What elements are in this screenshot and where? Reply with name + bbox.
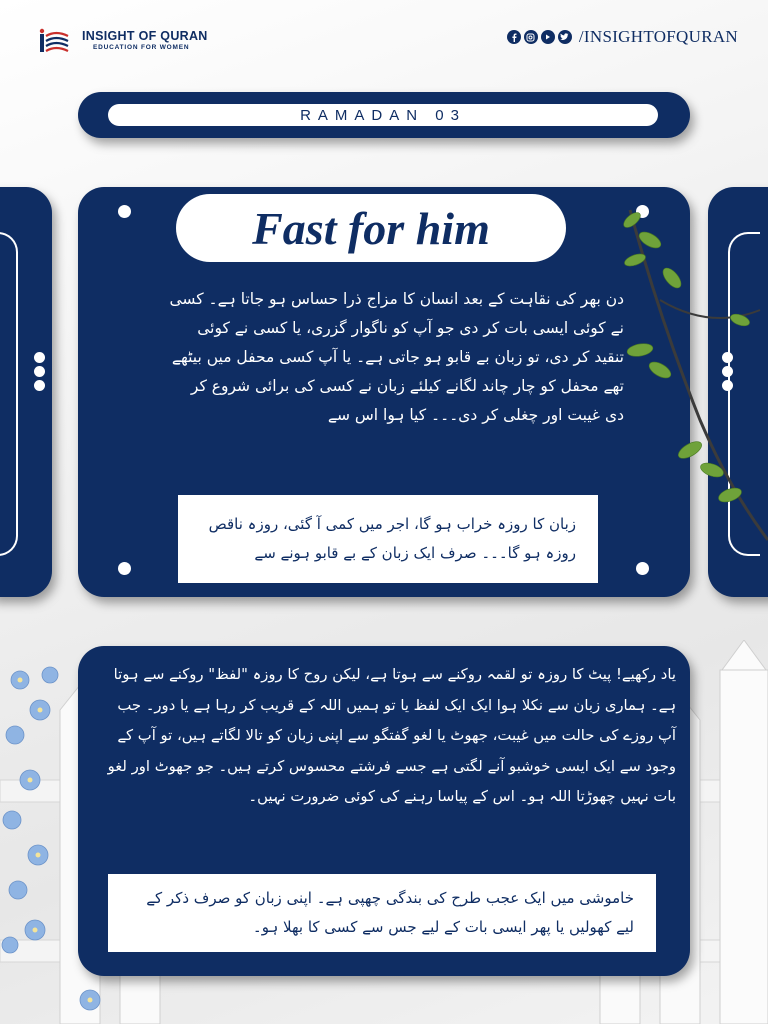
card2-quote-box xyxy=(108,874,656,952)
left-side-dots xyxy=(34,352,45,391)
ramadan-day-label: RAMADAN 03 xyxy=(300,106,466,124)
facebook-icon[interactable] xyxy=(507,30,521,44)
corner-dot xyxy=(118,205,131,218)
ramadan-label-pill xyxy=(108,104,658,126)
brand-name: INSIGHT OF QURAN xyxy=(82,29,208,43)
main-card xyxy=(78,187,690,597)
card2-body-text: یاد رکھیے! پیٹ کا روزہ تو لقمہ روکنے سے ہوتا ہے، لیکن روح کا روزہ "لفظ" روکنے سے ہوتا ہے۔ ہماری زبان سے نکلا ہوا ایک ایک لفظ یا تو ہمیں اللہ کے قریب کر رہا ہے یا دور۔ جب آپ روزے کی حالت میں غیبت، جھوٹ یا لغو گفتگو سے اپنی زبان کو تالا لگاتے ہیں، تو آپ کے وجود سے ایک ایسی خوشبو آنے لگتی ہے جسے فرشتے محسوس کرتے ہیں۔ جو جھوٹ اور لغو بات نہیں چھوڑتا اللہ ہو۔ اس کے پیاسا رہنے کی کوئی ضرورت نہیں۔ xyxy=(107,666,676,805)
card1-quote-text: زبان کا روزہ خراب ہو گا، اجر میں کمی آ گئی، روزہ ناقص روزہ ہو گا۔۔۔ صرف ایک زبان کے بے قابو ہونے سے xyxy=(208,515,576,562)
instagram-icon[interactable] xyxy=(524,30,538,44)
youtube-icon[interactable] xyxy=(541,30,555,44)
page-title: Fast for him xyxy=(252,202,490,254)
brand-logo[interactable] xyxy=(38,26,238,56)
left-side-card xyxy=(0,187,52,597)
leafy-branch-illustration xyxy=(600,200,768,560)
left-side-frame xyxy=(0,232,18,556)
brand-tagline: EDUCATION FOR WOMEN xyxy=(93,44,190,51)
bottom-card xyxy=(78,646,690,976)
quran-logo-icon xyxy=(38,28,70,54)
social-handle[interactable]: /INSIGHTOFQURAN xyxy=(578,27,738,46)
title-pill xyxy=(176,194,566,262)
social-links xyxy=(507,26,738,48)
card1-body-text: دن بھر کی نقاہت کے بعد انسان کا مزاج ذرا حساس ہو جاتا ہے۔ کسی نے کوئی ایسی بات کر دی جو آپ کو ناگوار گزری، یا کسی نے کوئی تنقید کر دی، تو زبان بے قابو ہو جاتی ہے۔ یا آپ کسی محفل میں بیٹھے تھے محفل کو چار چاند لگانے کیلئے زبان نے کسی کی برائی شروع کر دی غیبت اور چغلی کر دی۔۔۔ کیا ہوا اس سے xyxy=(169,290,624,424)
card1-quote-box xyxy=(178,495,598,583)
card2-quote-text: خاموشی میں ایک عجب طرح کی بندگی چھپی ہے۔ اپنی زبان کو صرف ذکر کے لیے کھولیں یا پھر ایسی بات کے لیے جس سے کسی کا بھلا ہو۔ xyxy=(146,889,634,936)
ramadan-banner xyxy=(78,92,690,138)
twitter-icon[interactable] xyxy=(558,30,572,44)
corner-dot xyxy=(636,562,649,575)
corner-dot xyxy=(118,562,131,575)
